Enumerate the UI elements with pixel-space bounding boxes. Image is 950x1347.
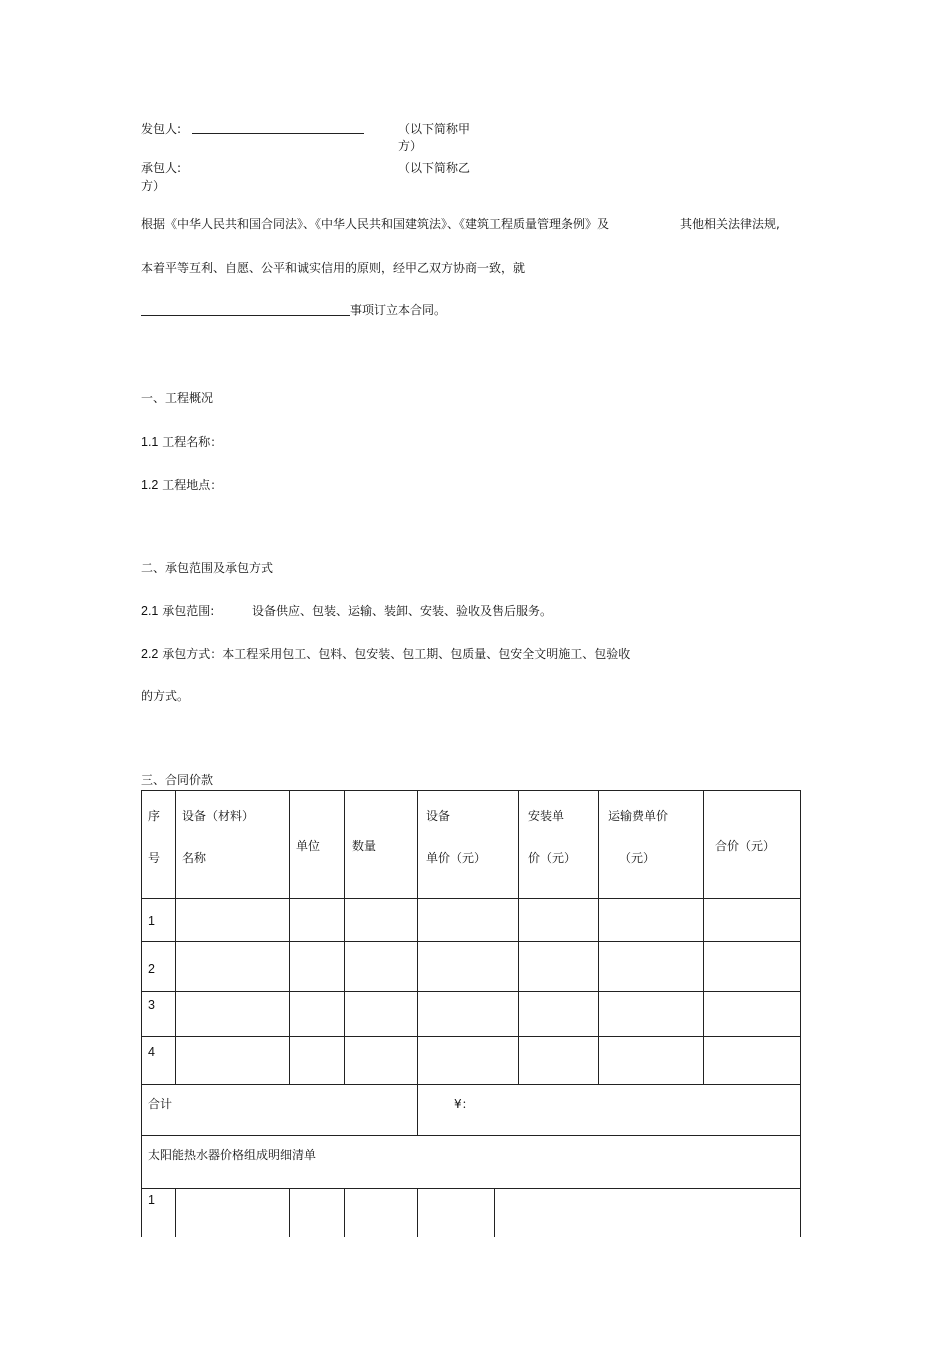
- table-row: [142, 1037, 801, 1085]
- item-2-2-cont: 的方式。: [141, 689, 190, 703]
- section-1-title: 一、工程概况: [141, 391, 214, 405]
- header-transport-line1: 运输费单价: [608, 809, 669, 823]
- detail-title-cell: [142, 1136, 801, 1189]
- detail-title-row: [142, 1136, 801, 1189]
- item-1-2-number: 1.2: [141, 478, 159, 492]
- header-eqprice-line1: 设备: [426, 809, 451, 823]
- header-install-price: [519, 791, 599, 899]
- table-header-row: [142, 791, 801, 899]
- header-unit-text: 单位: [296, 839, 321, 853]
- item-1-1-text: 工程名称：: [162, 435, 223, 449]
- employer-blank-line: [192, 122, 364, 134]
- intro-line-2: 本着平等互利、自愿、公平和诚实信用的原则，经甲乙双方协商一致，就: [141, 261, 526, 275]
- employer-label: 发包人:: [141, 122, 182, 136]
- sum-label: 合计: [148, 1097, 173, 1111]
- header-qty-text: 数量: [352, 839, 377, 853]
- matter-blank-line: [141, 304, 350, 316]
- item-1-2: [141, 477, 222, 493]
- item-2-2-text: 承包方式：本工程采用包工、包料、包安装、包工期、包质量、包安全文明施工、包验收: [162, 647, 631, 661]
- intro-line-1: 根据《中华人民共和国合同法》、《中华人民共和国建筑法》、《建筑工程质量管理条例》及: [141, 217, 610, 231]
- item-1-2-text: 工程地点：: [162, 478, 223, 492]
- header-transport-line2: （元）: [619, 851, 656, 865]
- header-transport-price: [599, 791, 704, 899]
- header-install-line1: 安装单: [528, 809, 565, 823]
- item-2-1-label: 承包范围:: [162, 604, 215, 618]
- header-install-line2: 价（元）: [528, 851, 577, 865]
- table-row: [142, 992, 801, 1037]
- contractor-label: 承包人:: [141, 161, 182, 175]
- item-2-2: [141, 646, 630, 662]
- table-row: [142, 899, 801, 942]
- sum-label-cell: [142, 1085, 418, 1136]
- detail-title: 太阳能热水器价格组成明细清单: [148, 1148, 317, 1162]
- item-2-1-number: 2.1: [141, 604, 159, 618]
- intro-line-3: 事项订立本合同。: [350, 303, 447, 317]
- header-name-line1: 设备（材料）: [182, 809, 255, 823]
- header-seq-line1: 序: [148, 809, 161, 823]
- item-2-2-number: 2.2: [141, 647, 159, 661]
- intro-line-1-end: 其他相关法律法规,: [680, 217, 780, 231]
- employer-note-cont: 方）: [398, 139, 423, 153]
- header-eqprice-line2: 单价（元）: [426, 851, 487, 865]
- row-number: 1: [148, 914, 155, 928]
- header-qty: [345, 791, 418, 899]
- item-1-1-number: 1.1: [141, 435, 159, 449]
- row-number: 3: [148, 998, 155, 1012]
- price-table: [141, 790, 801, 1249]
- section-3-title: 三、合同价款: [141, 773, 214, 787]
- sum-value-cell: [418, 1085, 801, 1136]
- header-seq: [142, 791, 176, 899]
- header-seq-line2: 号: [148, 851, 161, 865]
- item-2-1: [141, 603, 214, 619]
- row-number: 2: [148, 962, 155, 976]
- employer-note: （以下简称甲: [398, 122, 471, 136]
- section-2-title: 二、承包范围及承包方式: [141, 561, 274, 575]
- row-number: 4: [148, 1045, 155, 1059]
- sum-value: ¥：: [454, 1097, 474, 1111]
- header-total: [704, 791, 801, 899]
- item-2-1-text: 设备供应、包装、运输、装卸、安装、验收及售后服务。: [252, 604, 553, 618]
- contractor-note-cont: 方）: [141, 179, 166, 193]
- page-bottom-cutoff: [0, 1237, 950, 1347]
- table-row: [142, 942, 801, 992]
- header-name: [176, 791, 290, 899]
- contractor-note: （以下简称乙: [398, 161, 471, 175]
- sum-row: [142, 1085, 801, 1136]
- header-total-text: 合价（元）: [715, 839, 776, 853]
- header-name-line2: 名称: [182, 851, 207, 865]
- detail-row-number: 1: [148, 1193, 155, 1207]
- item-1-1: [141, 434, 222, 450]
- header-unit: [290, 791, 345, 899]
- header-equipment-price: [418, 791, 519, 899]
